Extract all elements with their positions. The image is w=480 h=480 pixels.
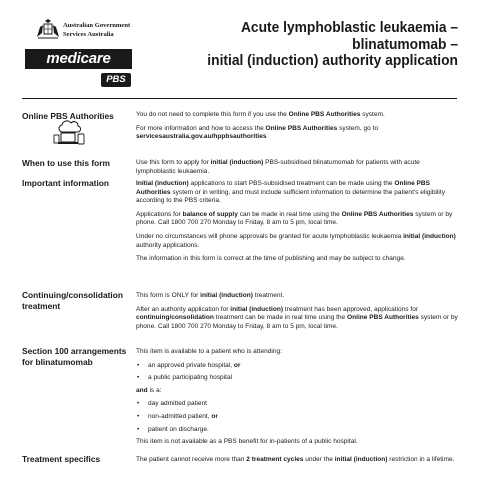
paragraph: and is a: xyxy=(136,386,162,394)
list-item: • a public participating hospital xyxy=(136,374,458,383)
section-heading-continuing: Continuing/consolidation treatment xyxy=(22,290,123,311)
paragraph: This form is ONLY for initial (induction) treatment. xyxy=(136,292,285,299)
paragraph: This item is available to a patient who is attending: xyxy=(136,348,282,355)
section-heading-specifics: Treatment specifics xyxy=(22,454,101,464)
form-title-line-3: initial (induction) authority application xyxy=(207,52,458,69)
paragraph: This item is not available as a PBS benefit for in-patients of a public hospital. xyxy=(136,438,358,446)
section-body-when xyxy=(136,159,458,181)
paragraph: Under no circumstances will phone approvals be granted for acute lymphoblastic leukaemia initial (induction) authority applications. xyxy=(136,232,456,249)
section-heading-important: Important information xyxy=(22,178,110,188)
section-body-specifics xyxy=(136,456,458,470)
list-item: • non-admitted patient, or xyxy=(136,413,458,422)
section-heading-online: Online PBS Authorities xyxy=(22,111,114,121)
coat-of-arms-icon xyxy=(35,19,61,41)
paragraph: Initial (induction) applications to start PBS-subsidised treatment can be made using the Online PBS Authorities system or in writing, and must include sufficient information to determine the patient's eligibility according to the PBS criteria. xyxy=(136,180,445,205)
section-heading-when: When to use this form xyxy=(22,158,110,168)
section-body-continuing xyxy=(136,292,458,336)
paragraph: For more information and how to access the Online PBS Authorities system, go to servicesaustralia.gov.au/hppbsauthorities xyxy=(136,124,379,141)
paragraph: Use this form to apply for initial (induction) PBS-subsidised blinatumomab for patients with acute lymphoblastic leukaemia. xyxy=(136,159,420,175)
section-heading-section100: Section 100 arrangements for blinatumomab xyxy=(22,346,127,367)
list-item: • day admitted patient xyxy=(136,400,458,409)
agency-name: Services Australia xyxy=(63,31,114,38)
form-title-line-1: Acute lymphoblastic leukaemia – xyxy=(240,19,458,36)
list-item: • patient on discharge. xyxy=(136,426,458,435)
header-divider xyxy=(22,98,457,99)
paragraph: The patient cannot receive more than 2 treatment cycles under the initial (induction) restriction in a lifetime. xyxy=(136,456,455,463)
form-title xyxy=(154,20,458,70)
patient-type-list xyxy=(136,400,458,434)
medicare-logo: medicare xyxy=(25,49,132,69)
paragraph: After an authority application for initial (induction) treatment has been approved, applications for continuing/consolidation treatment can be made in real time using the Online PBS Authorities system or by phone. Call 1800 700 270 Monday to Friday, 8 am to 5 pm, local time. xyxy=(136,305,458,330)
attendance-list xyxy=(136,362,458,383)
paragraph: The information in this form is correct at the time of publishing and may be subject to change. xyxy=(136,255,406,263)
paragraph: You do not need to complete this form if you use the Online PBS Authorities system. xyxy=(136,111,385,118)
section-body-section100 xyxy=(136,348,458,452)
form-title-line-2: blinatumomab – xyxy=(352,35,458,53)
section-body-online xyxy=(136,111,458,147)
section-body-important xyxy=(136,180,458,269)
government-name: Australian Government xyxy=(63,22,131,29)
hpbs-authorities-link[interactable]: servicesaustralia.gov.au/hppbsauthorities xyxy=(136,133,267,141)
page-header xyxy=(0,0,480,96)
list-item: • an approved private hospital, or xyxy=(136,362,458,371)
computer-devices-icon xyxy=(52,117,86,147)
paragraph: Applications for balance of supply can be made in real time using the Online PBS Authorities system or by phone. Call 1800 700 270 Monday to Friday, 8 am to 5 pm, local time. xyxy=(136,210,453,227)
pbs-logo: PBS xyxy=(101,73,131,87)
